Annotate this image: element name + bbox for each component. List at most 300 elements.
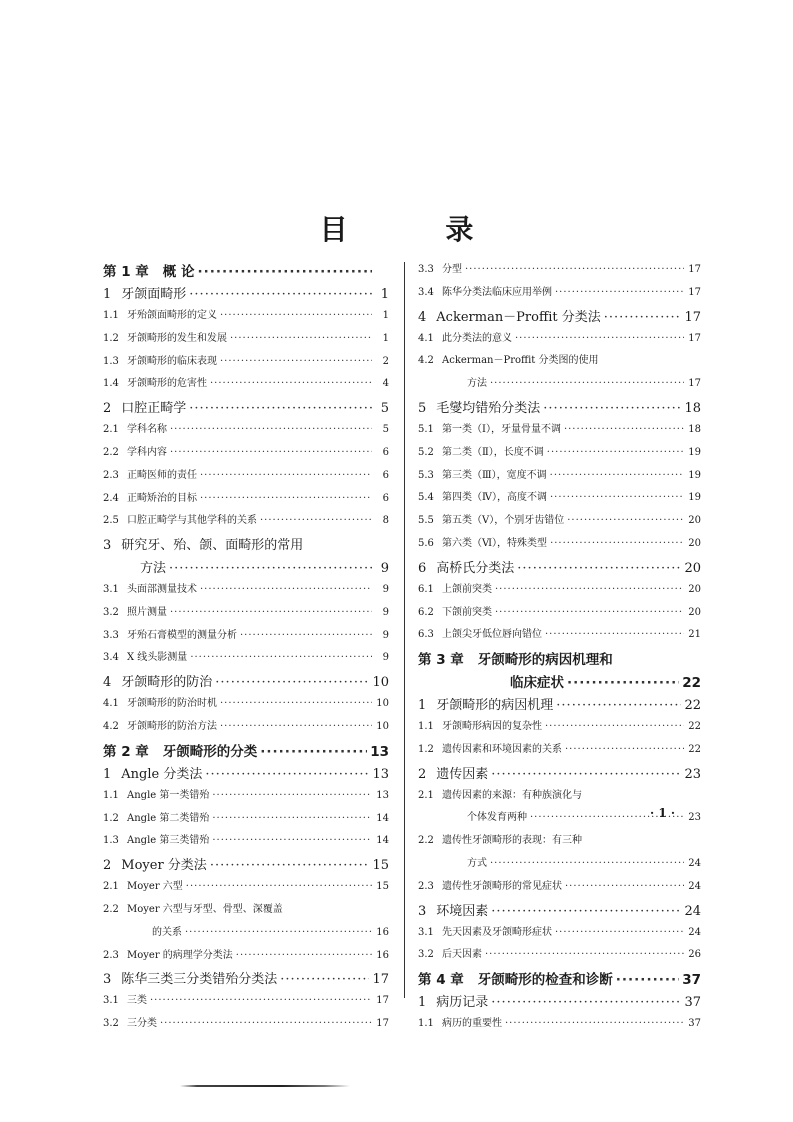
toc-leader-dots [190,652,372,663]
toc-entry-page: 37 [688,1018,701,1030]
toc-entry-title: 学科名称 [127,424,167,436]
toc-entry-title: 牙颌畸形的防治 [121,675,213,691]
toc-entry-page: 24 [684,903,701,919]
toc-entry-number: 1.3 [103,355,119,367]
toc-entry-page: 21 [688,629,701,641]
toc-leader-dots [491,904,681,919]
toc-entry-page: 17 [688,264,701,275]
toc-entry-page: 15 [376,881,389,893]
toc-leader-dots [545,721,684,732]
toc-leader-dots [565,881,684,892]
toc-entry [418,877,701,900]
toc-entry-number: 5.5 [418,515,434,527]
toc-leader-dots [280,972,369,987]
toc-leader-dots [505,1018,684,1029]
toc-entry [418,648,701,671]
toc-leader-dots [185,927,372,938]
toc-entry-page: 22 [684,697,701,713]
toc-leader-dots [212,790,372,801]
toc-entry [103,694,389,717]
toc-leader-dots [604,310,682,325]
toc-entry [103,968,389,991]
toc-leader-dots [220,310,372,321]
toc-entry-page: 9 [382,606,389,618]
toc-entry [103,306,389,329]
toc-entry-title: 牙颌畸形的防治方法 [127,720,217,732]
toc-entry-number: 3 [103,972,112,988]
toc-entry [418,374,701,397]
toc-entry-page: 16 [376,949,389,961]
toc-entry-number: 1.1 [103,789,119,801]
toc-entry [418,466,701,489]
toc-leader-dots [495,607,684,618]
toc-entry-title: 陈华三类三分类错殆分类法 [121,972,278,988]
toc-entry-page: 24 [688,857,701,869]
toc-leader-dots [215,675,369,690]
toc-entry [418,717,701,740]
toc-entry-number: 第 1 章 [103,264,149,280]
toc-entry [418,831,701,854]
toc-entry-number: 3.2 [103,1018,119,1030]
toc-entry-number: 1.2 [103,812,119,824]
toc-entry-page: 18 [688,423,701,435]
toc-entry-number: 5.4 [418,492,434,504]
toc-entry [418,260,701,283]
toc-entry-page: 9 [382,652,389,664]
toc-entry [103,946,389,969]
toc-entry [103,900,389,923]
toc-entry-page: 9 [382,629,389,641]
toc-entry-title: 牙殆颌面畸形的定义 [127,310,217,321]
toc-entry [103,809,389,832]
toc-entry-number: 5.3 [418,469,434,481]
toc-entry-number: 3.4 [103,652,119,664]
toc-entry-number: 3.2 [418,949,434,961]
toc-entry [418,945,701,968]
toc-leader-dots [564,424,684,435]
toc-entry-title: 第四类（Ⅳ），高度不调 [442,492,547,504]
toc-leader-dots [212,835,372,846]
toc-entry-number: 2.2 [418,835,434,847]
toc-column-right [418,260,701,1037]
toc-leader-dots [556,698,681,713]
toc-entry-page: 16 [376,926,389,938]
toc-entry-page: 2 [382,355,389,367]
toc-entry-title: Ackerman－Proffit 分类法 [436,309,601,325]
toc-entry-page: 8 [382,515,389,527]
toc-entry-page: 15 [372,858,389,874]
toc-entry-title: 学科内容 [127,446,167,458]
toc-leader-dots [169,561,372,576]
toc-leader-dots [189,287,372,302]
toc-leader-dots [555,287,684,298]
toc-leader-dots [550,492,684,503]
toc-column-left [103,260,389,1037]
toc-entry-number: 第 4 章 [418,972,464,989]
toc-entry-title: 高桥氏分类法 [436,560,515,576]
toc-leader-dots [220,721,372,732]
toc-entry [103,671,389,694]
toc-entry-page: 5 [382,424,389,436]
toc-entry-page: 37 [684,995,701,1011]
toc-leader-dots [550,538,684,549]
toc-entry-page: 37 [682,972,701,989]
toc-entry-number: 第 2 章 [103,743,149,760]
toc-leader-dots [205,767,369,782]
toc-entry-page: 19 [688,492,701,504]
toc-entry-title: Angle 分类法 [121,766,203,782]
toc-entry-title: 第三类（Ⅲ），宽度不调 [442,469,547,481]
toc-entry-number: 1.4 [103,378,119,390]
toc-leader-dots [200,584,372,595]
toc-entry-title: 陈华分类法临床应用举例 [442,286,552,298]
toc-entry-title: 此分类法的意义 [442,332,512,344]
column-divider [404,262,405,998]
toc-entry-title: 牙颌畸形病因的复杂性 [442,720,542,732]
toc-entry-number: 3.3 [418,264,434,275]
toc-leader-dots [567,515,684,526]
toc-entry-page: 10 [376,720,389,732]
toc-entry-number: 1 [418,995,427,1011]
toc-entry [103,923,389,946]
toc-leader-dots [491,767,681,782]
toc-entry-page: 24 [688,880,701,892]
toc-entry-number: 3 [103,538,112,554]
toc-entry-page: 17 [376,1018,389,1030]
toc-leader-dots [210,378,372,389]
toc-entry-number: 6 [418,560,427,576]
toc-entry-page: 9 [380,561,389,577]
toc-entry-title: 后天因素 [442,949,482,961]
toc-leader-dots [495,584,684,595]
toc-leader-dots [616,972,679,988]
toc-leader-dots [212,813,372,824]
toc-leader-dots [170,447,372,458]
toc-leader-dots [260,515,372,526]
toc-entry-number: 2 [103,401,112,417]
toc-entry-title: 遗传性牙颌畸形的表现：有三种 [442,835,582,847]
toc-entry [103,580,389,603]
toc-entry-title: 上颌尖牙低位唇向错位 [442,629,542,641]
toc-entry-title: Angle 第三类错殆 [127,835,210,847]
page-number: · 1 · [650,806,676,820]
toc-entry-title: Moyer 的病理学分类法 [127,949,233,961]
toc-entry-page: 17 [684,309,701,325]
toc-entry-title: 第一类（Ⅰ），牙量骨量不调 [442,423,561,435]
toc-entry-number: 1.1 [103,310,119,321]
scan-smudge-line [180,1085,350,1087]
toc-entry-number: 2.3 [418,880,434,892]
toc-leader-dots [220,356,372,367]
toc-entry-number: 3.1 [103,995,119,1007]
toc-entry-page: 26 [688,949,701,961]
toc-entry-number: 2.3 [103,469,119,481]
toc-entry-page: 17 [372,972,389,988]
toc-entry-title: Ackerman－Proffit 分类图的使用 [442,355,599,367]
toc-entry-title: 环境因素 [436,903,489,919]
toc-entry-page: 20 [688,583,701,595]
toc-entry-page: 17 [688,332,701,344]
toc-entry [103,557,389,580]
toc-entry [418,511,701,534]
toc-entry [418,306,701,329]
toc-entry-number: 5.1 [418,423,434,435]
toc-entry-page: 23 [684,766,701,782]
toc-entry [103,443,389,466]
toc-leader-dots [547,447,684,458]
toc-entry-page: 20 [688,537,701,549]
toc-leader-dots [490,858,684,869]
toc-leader-dots [485,949,684,960]
toc-leader-dots [565,744,684,755]
toc-entry-number: 2.5 [103,515,119,527]
toc-entry-title: Moyer 六型 [127,881,183,893]
toc-entry-number: 3.3 [103,629,119,641]
toc-entry-number: 2.4 [103,492,119,504]
toc-entry-title: 先天因素及牙颌畸形症状 [442,926,552,938]
toc-entry-title: 毛燮均错殆分类法 [436,400,541,416]
toc-entry [418,740,701,763]
toc-entry [418,283,701,306]
toc-entry-title: 照片测量 [127,606,167,618]
toc-entry-number: 2.1 [103,881,119,893]
toc-entry [103,511,389,534]
toc-entry [418,900,701,923]
toc-entry-title: 牙殆石膏模型的测量分析 [127,629,237,641]
toc-leader-dots [200,493,372,504]
toc-entry-title: 牙颌畸形的分类 [162,743,258,760]
toc-entry-page: 17 [688,286,701,298]
toc-entry-page: 9 [382,583,389,595]
toc-entry-number: 3 [418,903,427,919]
toc-entry [418,854,701,877]
toc-entry-page: 6 [382,469,389,481]
toc-leader-dots [170,424,372,435]
toc-entry-title: 正畸医师的责任 [127,469,197,481]
toc-entry-page: 6 [382,492,389,504]
toc-entry-title: 牙颌畸形的防治时机 [127,698,217,710]
toc-entry-title: 遗传性牙颌畸形的常见症状 [442,880,562,892]
toc-leader-dots [465,264,684,275]
toc-entry-page: 17 [376,995,389,1007]
toc-entry-title: 分型 [442,264,462,275]
toc-entry [103,626,389,649]
toc-entry-number: 6.1 [418,583,434,595]
toc-entry-number: 3.2 [103,606,119,618]
toc-entry [418,443,701,466]
toc-entry-page: 6 [382,446,389,458]
toc-entry-number: 1 [103,766,112,782]
toc-entry-number: 1.3 [103,835,119,847]
toc-entry-page: 20 [684,560,701,576]
toc-entry-number: 5.2 [418,446,434,458]
toc-entry-title: X 线头影测量 [127,652,188,664]
toc-leader-dots [150,995,372,1006]
toc-entry-number: 1.2 [418,743,434,755]
toc-entry-page: 24 [688,926,701,938]
toc-entry-title: 牙颌畸形的病因机理和 [477,652,613,669]
toc-entry-page: 14 [376,812,389,824]
toc-entry-number: 2 [418,766,427,782]
toc-entry-title: 方法 [140,561,167,577]
toc-entry-page: 1 [382,332,389,344]
toc-entry-number: 4.1 [418,332,434,344]
toc-entry-title: Moyer 分类法 [121,858,207,874]
toc-entry-title: 第六类（Ⅵ），特殊类型 [442,537,548,549]
toc-entry-number: 4 [103,675,112,691]
toc-entry-page: 19 [688,469,701,481]
toc-entry [103,717,389,740]
toc-entry-page: 1 [382,310,389,321]
toc-entry-number: 1 [418,697,427,713]
toc-entry [418,671,701,694]
toc-entry-page: 14 [376,835,389,847]
toc-entry [103,991,389,1014]
toc-entry-page: 23 [688,812,701,824]
toc-entry-title: 头面部测量技术 [127,583,197,595]
toc-entry-page: 19 [688,446,701,458]
toc-entry-title: 牙颌畸形的临床表现 [127,355,217,367]
toc-entry [418,625,701,648]
toc-entry-title: Angle 第一类错殆 [127,789,210,801]
toc-entry-page: 22 [688,743,701,755]
toc-entry-title: 第五类（Ⅴ），个别牙齿错位 [442,515,565,527]
toc-entry-number: 4.2 [103,720,119,732]
toc-entry-page: 5 [380,401,389,417]
toc-entry-page: 13 [376,789,389,801]
page-title: 目 录 [319,213,518,246]
toc-entry [103,397,389,420]
toc-entry-number: 5.6 [418,537,434,549]
toc-entry [418,557,701,580]
toc-entry [103,877,389,900]
toc-entry-page: 4 [382,378,389,390]
toc-entry [103,854,389,877]
toc-entry [103,489,389,512]
toc-leader-dots [240,630,372,641]
toc-entry [418,786,701,809]
toc-leader-dots [517,561,681,576]
toc-entry-title: 病历的重要性 [442,1018,502,1030]
toc-entry-title: 牙颌畸形的病因机理 [436,697,554,713]
toc-entry-page: 22 [682,675,701,692]
toc-entry [418,1014,701,1037]
toc-entry [103,603,389,626]
toc-entry-number: 1.1 [418,1018,434,1030]
toc-entry [418,763,701,786]
toc-entry-title: 口腔正畸学与其他学科的关系 [127,515,257,527]
toc-entry [103,648,389,671]
toc-entry-page: 20 [688,606,701,618]
toc-entry [103,786,389,809]
toc-entry-title: 牙颌面畸形 [121,287,187,302]
toc-entry-title: 研究牙、殆、颌、面畸形的常用 [121,538,304,554]
toc-entry-title: Angle 第二类错殆 [127,812,210,824]
toc-entry-number: 1 [103,287,112,302]
toc-leader-dots [170,607,372,618]
toc-entry-title: 个体发育两种 [467,812,527,824]
toc-entry-number: 3.1 [418,926,434,938]
toc-leader-dots [260,744,367,760]
toc-leader-dots [567,675,679,691]
toc-entry-number: 2.2 [103,446,119,458]
toc-leader-dots [515,333,684,344]
toc-entry-title: 方式 [467,857,487,869]
toc-entry-number: 1.2 [103,332,119,344]
toc-entry-number: 2.2 [103,903,119,915]
toc-entry [418,923,701,946]
toc-entry-number: 6.2 [418,606,434,618]
toc-entry-title: 概 论 [162,264,195,280]
toc-entry-title: 牙颌畸形的检查和诊断 [477,972,613,989]
toc-leader-dots [555,927,684,938]
toc-leader-dots [545,629,684,640]
toc-entry [103,374,389,397]
toc-entry [418,968,701,991]
toc-entry-page: 17 [688,378,701,390]
toc-entry-number: 4 [418,309,427,325]
toc-leader-dots [490,378,684,389]
toc-entry [418,694,701,717]
toc-entry-page: 10 [376,698,389,710]
toc-leader-dots [220,698,372,709]
toc-entry-title: 遗传因素的来源：有种族演化与 [442,789,582,801]
toc-entry [418,351,701,374]
toc-leader-dots [491,995,681,1010]
toc-entry [103,283,389,306]
toc-entry-number: 4.1 [103,698,119,710]
toc-leader-dots [236,950,372,961]
toc-entry [103,352,389,375]
toc-leader-dots [200,470,372,481]
toc-entry-title: 三分类 [127,1018,157,1030]
toc-entry [103,831,389,854]
toc-entry [418,580,701,603]
toc-entry-title: 牙颌畸形的发生和发展 [127,332,227,344]
toc-entry-title: 口腔正畸学 [121,401,187,417]
toc-entry-title: 第二类（Ⅱ），长度不调 [442,446,544,458]
toc-entry-number: 5 [418,400,427,416]
toc-entry-page: 13 [372,766,389,782]
toc-entry-number: 2 [103,858,112,874]
toc-leader-dots [189,401,372,416]
toc-entry-page: 22 [688,720,701,732]
toc-entry [418,534,701,557]
toc-entry [103,1014,389,1037]
toc-entry-title: 正畸矫治的目标 [127,492,197,504]
toc-entry-title: 遗传因素 [436,766,489,782]
toc-entry-title: 的关系 [152,926,182,938]
toc-entry-title: 临床症状 [510,675,564,692]
toc-entry-title: 上颌前突类 [442,583,492,595]
toc-entry-title: 牙颌畸形的危害性 [127,378,207,390]
toc-entry-title: 遗传因素和环境因素的关系 [442,743,562,755]
toc-leader-dots [160,1018,372,1029]
toc-entry [103,466,389,489]
toc-entry-title: 方法 [467,378,487,390]
toc-entry [418,488,701,511]
toc-entry-page: 18 [684,400,701,416]
toc-entry [103,260,389,283]
toc-entry [103,740,389,763]
toc-entry [103,420,389,443]
toc-entry-number: 2.1 [103,424,119,436]
toc-entry [418,329,701,352]
toc-entry [418,991,701,1014]
toc-leader-dots [210,858,370,873]
toc-entry-number: 6.3 [418,629,434,641]
toc-entry [103,534,389,557]
